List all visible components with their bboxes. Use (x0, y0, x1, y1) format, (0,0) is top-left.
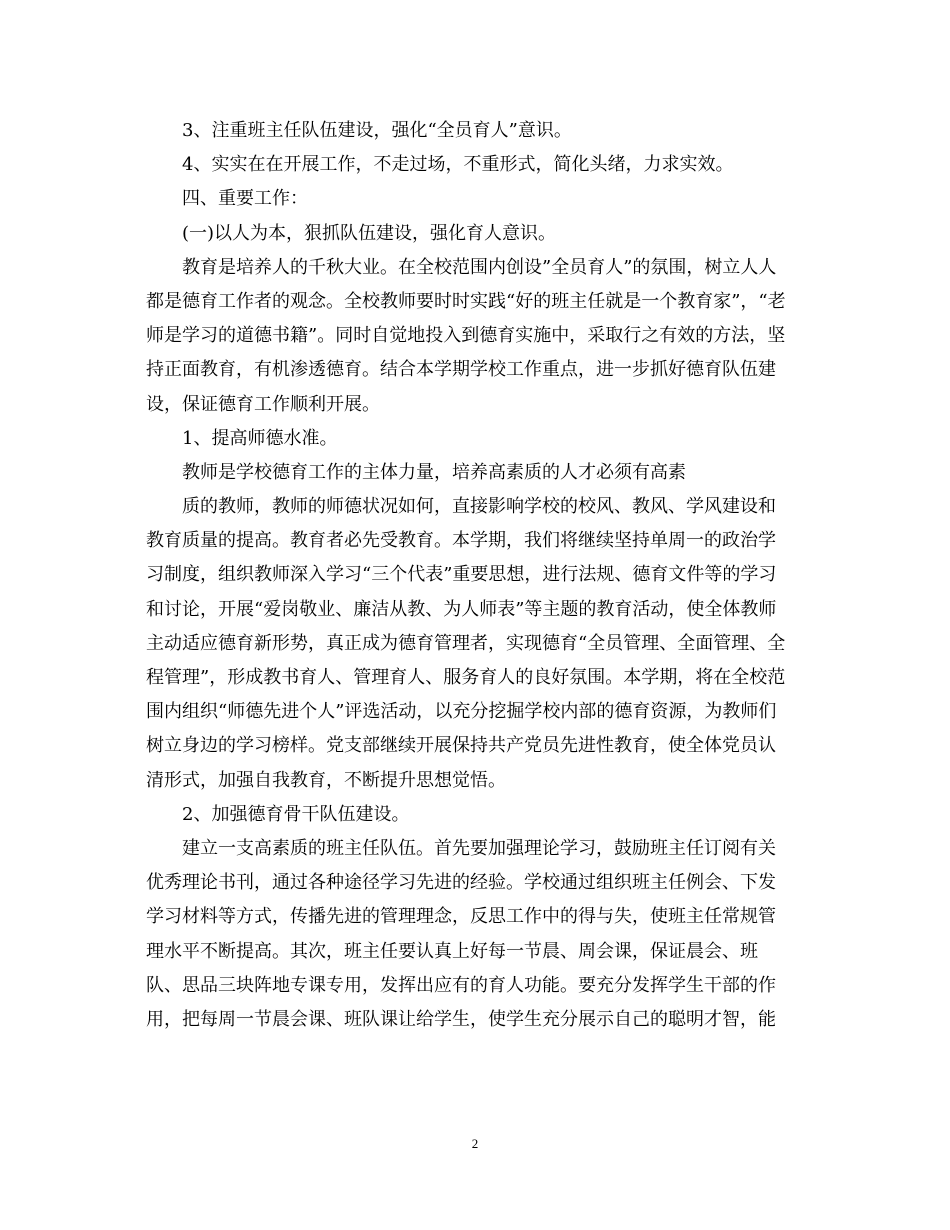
text-line: 程管理”，形成教书育人、管理育人、服务育人的良好氛围。本学期，将在全校范 (146, 667, 786, 688)
text-line: 持正面教育，有机渗透德育。结合本学期学校工作重点，进一步抓好德育队伍建 (146, 359, 776, 381)
text-line: 3、注重班主任队伍建设，强化“全员育人”意识。 (182, 120, 572, 141)
text-line: 习制度，组织教师深入学习“三个代表”重要思想，进行法规、德育文件等的学习 (146, 564, 777, 586)
text-line: 学习材料等方式，传播先进的管理理念，反思工作中的得与失，使班主任常规管 (146, 906, 776, 928)
text-line: 4、实实在在开展工作，不走过场，不重形式，简化头绪，力求实效。 (182, 154, 734, 176)
text-line: 用，把每周一节晨会课、班队课让给学生，使学生充分展示自己的聪明才智，能 (146, 1008, 776, 1030)
text-line: 教育质量的提高。教育者必先受教育。本学期，我们将继续坚持单周一的政治学 (146, 530, 776, 552)
text-line: 优秀理论书刊，通过各种途径学习先进的经验。学校通过组织班主任例会、下发 (146, 872, 776, 894)
text-line: 设，保证德育工作顺利开展。 (146, 393, 380, 415)
document-body (146, 114, 806, 1037)
text-line: 四、重要工作： (182, 188, 308, 210)
text-line: 围内组织“师德先进个人”评选活动，以充分挖掘学校内部的德育资源，为教师们 (146, 701, 777, 723)
text-line: 教师是学校德育工作的主体力量，培养高素质的人才必须有高素 (182, 461, 686, 483)
text-line: (一)以人为本，狠抓队伍建设，强化育人意识。 (182, 222, 557, 244)
text-line: 1、提高师德水准。 (182, 427, 338, 449)
text-line: 质的教师，教师的师德状况如何，直接影响学校的校风、教风、学风建设和 (182, 496, 776, 518)
text-line: 都是德育工作者的观念。全校教师要时时实践“好的班主任就是一个教育家”，“老 (146, 290, 786, 312)
text-line: 主动适应德育新形势，真正成为德育管理者，实现德育“全员管理、全面管理、全 (146, 632, 786, 654)
text-line: 和讨论，开展“爱岗敬业、廉洁从教、为人师表”等主题的教育活动，使全体教师 (146, 598, 777, 620)
text-line: 教育是培养人的千秋大业。在全校范围内创设”全员育人”的氛围，树立人人 (182, 256, 777, 278)
page-number: 2 (471, 1136, 479, 1151)
text-line: 2、加强德育骨干队伍建设。 (182, 803, 410, 825)
text-line: 建立一支高素质的班主任队伍。首先要加强理论学习，鼓励班主任订阅有关 (182, 837, 776, 859)
text-line: 清形式，加强自我教育，不断提升思想觉悟。 (146, 769, 506, 791)
text-line: 树立身边的学习榜样。党支部继续开展保持共产党员先进性教育，使全体党员认 (146, 735, 776, 757)
text-line: 理水平不断提高。其次，班主任要认真上好每一节晨、周会课，保证晨会、班 (146, 940, 758, 962)
text-line: 师是学习的道德书籍”。同时自觉地投入到德育实施中，采取行之有效的方法，坚 (146, 325, 786, 347)
text-line: 队、思品三块阵地专课专用，发挥出应有的育人功能。要充分发挥学生干部的作 (146, 974, 776, 996)
